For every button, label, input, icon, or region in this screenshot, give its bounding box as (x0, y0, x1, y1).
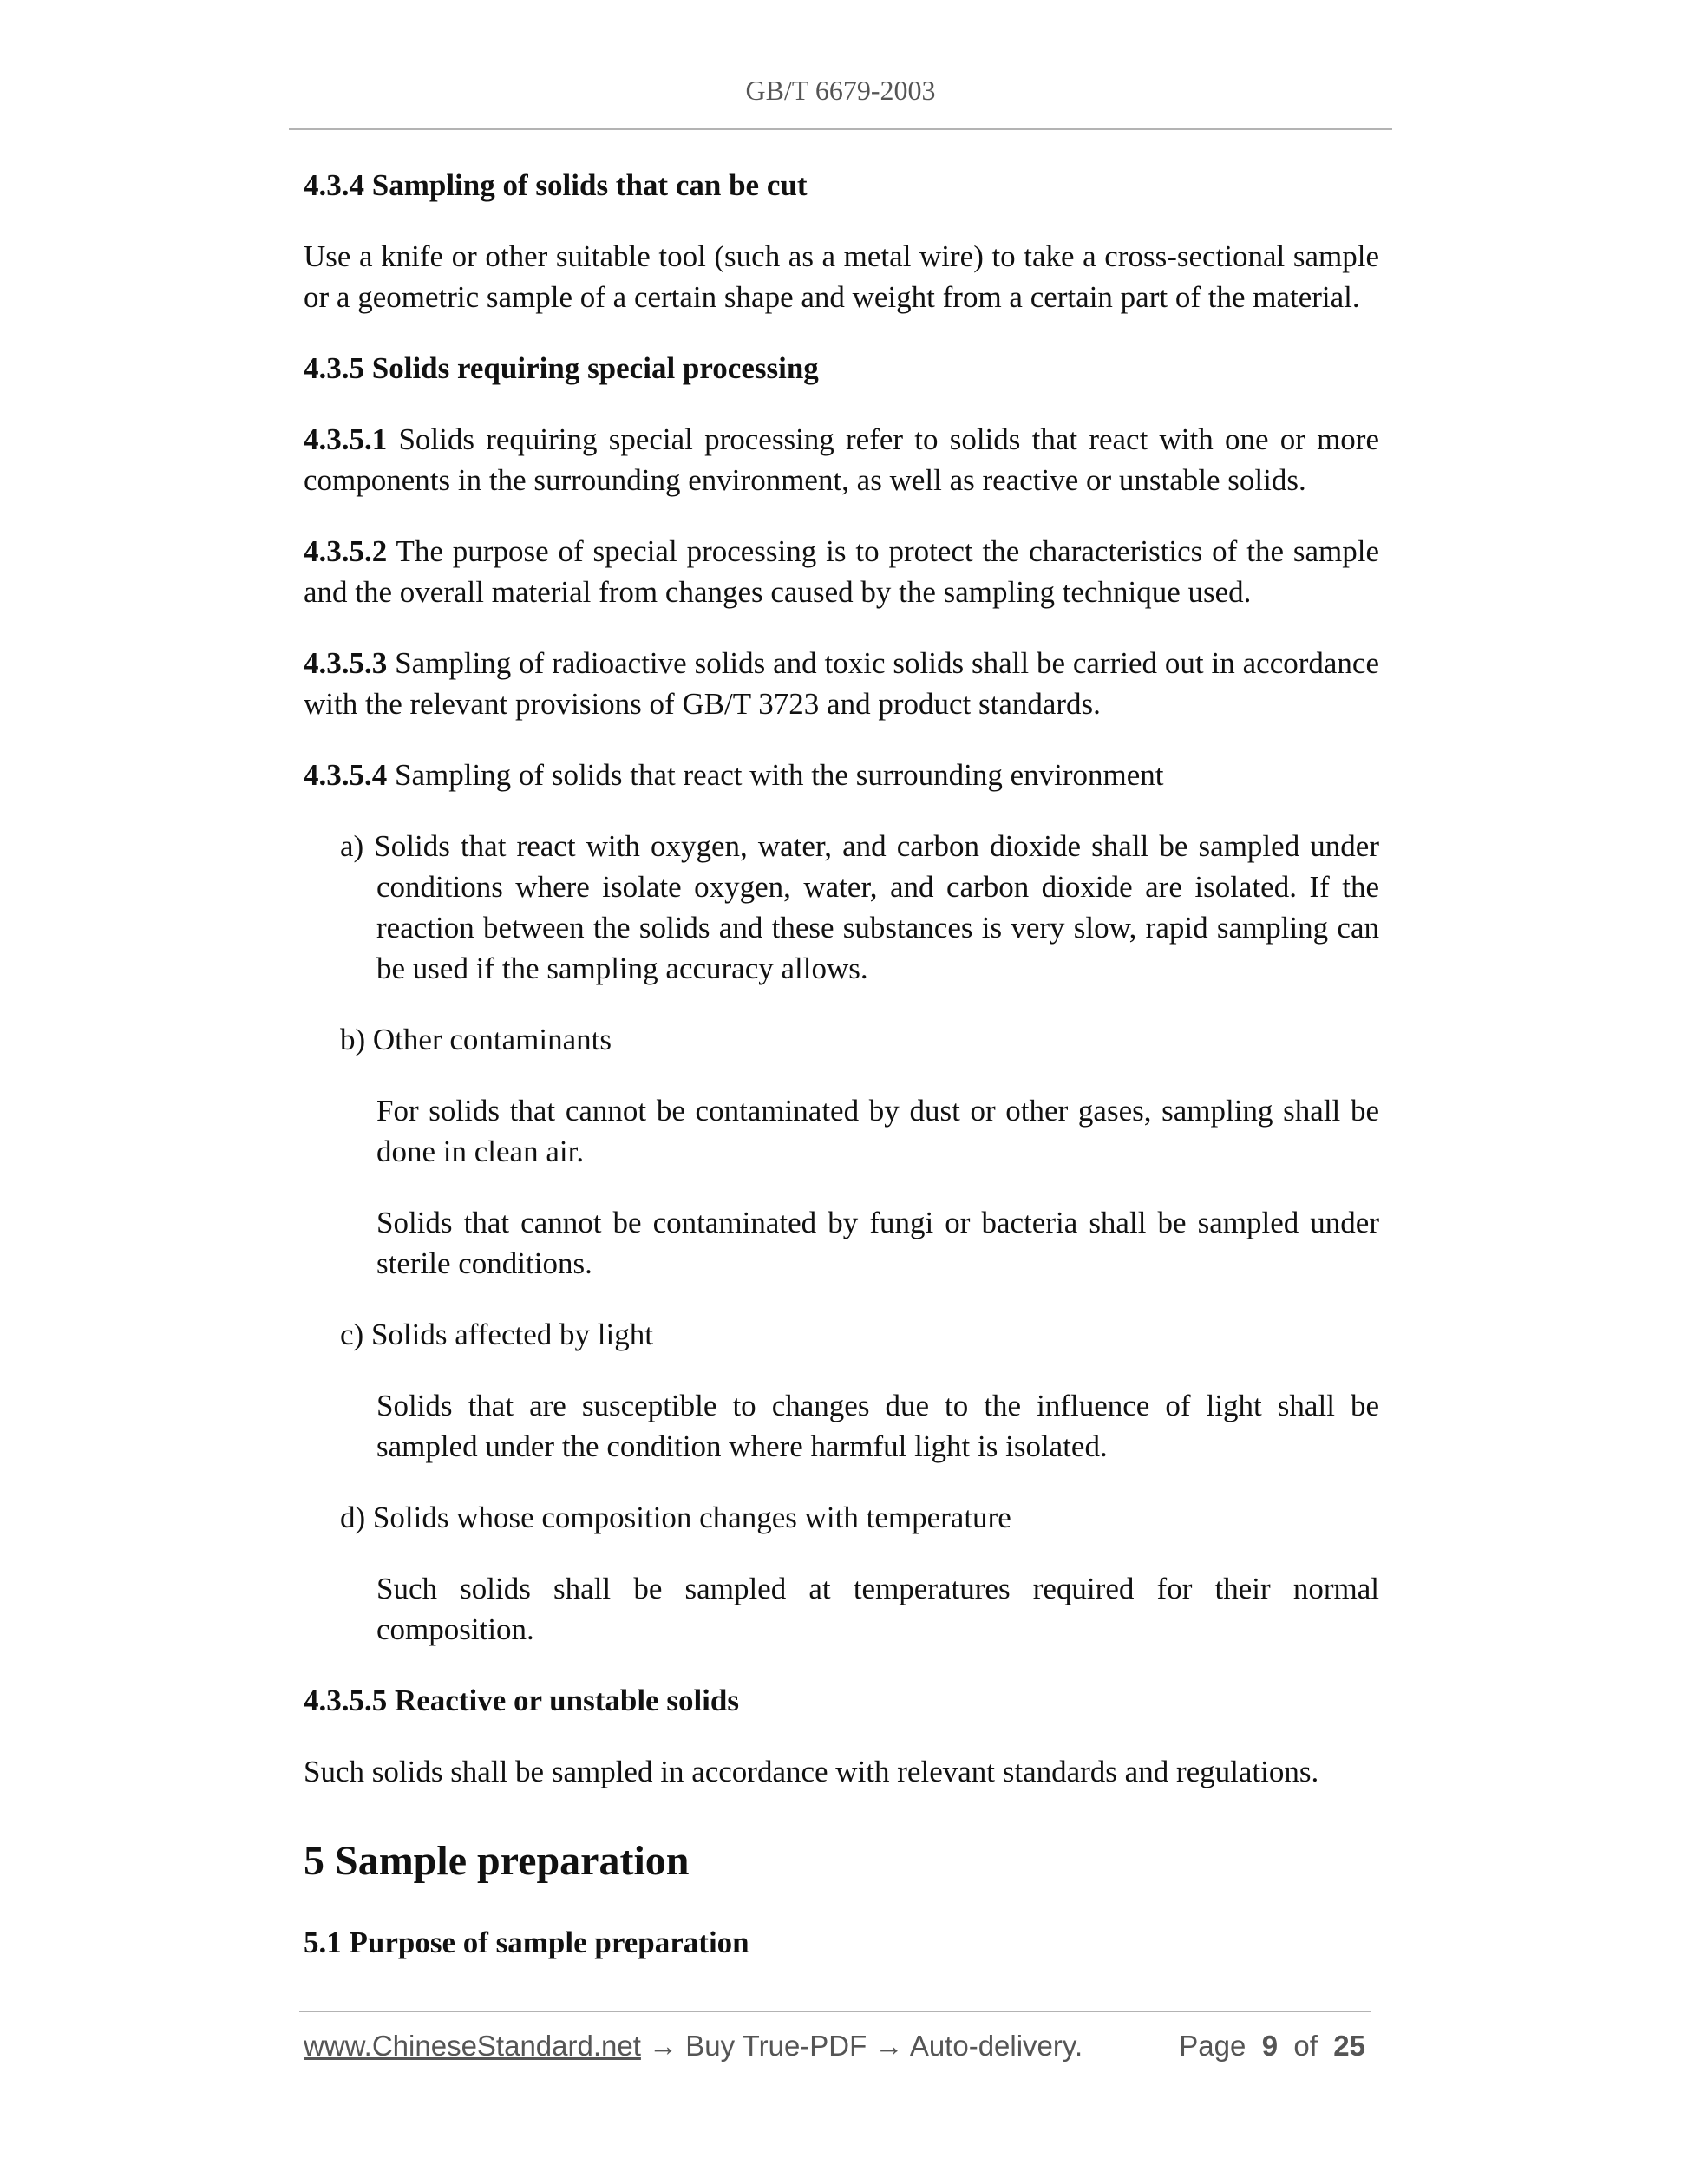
clause-text: The purpose of special processing is to protect the characteristics of the sample and the overall material from changes caused by the sampling technique used. (304, 534, 1379, 609)
list-item-b: b) Other contaminants (340, 1023, 612, 1056)
running-header: GB/T 6679-2003 (745, 75, 936, 106)
list-item-b-paragraph-2: Solids that cannot be contaminated by fungi or bacteria shall be sampled under sterile conditions. (376, 1206, 1379, 1280)
heading-5-1: 5.1 Purpose of sample preparation (304, 1926, 749, 1959)
list-item-c-paragraph-1: Solids that are susceptible to changes due to the influence of light shall be sampled under the condition where harmful light is isolated. (376, 1389, 1379, 1463)
clause-4-3-5-4 (304, 755, 1379, 795)
clause-number: 4.3.5.2 (304, 534, 388, 568)
clause-number: 4.3.5.3 (304, 646, 388, 680)
page-content (304, 165, 1379, 1993)
heading-4-3-5-5: 4.3.5.5 Reactive or unstable solids (304, 1684, 739, 1717)
clause-4-3-5-1 (304, 419, 1379, 500)
list-item-b-paragraph-1: For solids that cannot be contaminated by dust or other gases, sampling shall be done in clean air. (376, 1094, 1379, 1168)
clause-number: 4.3.5.1 (304, 422, 388, 456)
of-label: of (1293, 2030, 1318, 2062)
page-label: Page (1179, 2030, 1246, 2062)
heading-4-3-5: 4.3.5 Solids requiring special processing (304, 351, 819, 385)
clause-text: Sampling of radioactive solids and toxic solids shall be carried out in accordance with the relevant provisions of GB/T 3723 and product standards. (304, 646, 1379, 721)
clause-text: Solids requiring special processing refer to solids that react with one or more components in the surrounding environment, as well as reactive or unstable solids. (304, 422, 1379, 497)
footer-promo-text: → Buy True-PDF → Auto-delivery. (640, 2030, 1083, 2062)
website-link[interactable]: www.ChineseStandard.net (304, 2030, 641, 2062)
footer-divider (299, 2011, 1371, 2012)
clause-number: 4.3.5.4 (304, 758, 388, 792)
list-item-c: c) Solids affected by light (340, 1318, 653, 1351)
paragraph-4-3-5-5: Such solids shall be sampled in accordance with relevant standards and regulations. (304, 1755, 1319, 1788)
list-item-a: a) Solids that react with oxygen, water, and carbon dioxide shall be sampled under conditions where isolate oxygen, water, and carbon dioxide are isolated. If the reaction between the solids and these substances is very slow, rapid sampling can be used if the sampling accuracy allows. (340, 829, 1379, 985)
page-number: 9 (1261, 2030, 1279, 2062)
page-indicator (1179, 2030, 1365, 2063)
footer-promo (304, 2030, 1083, 2063)
page-total: 25 (1333, 2030, 1365, 2062)
clause-4-3-5-3 (304, 643, 1379, 724)
header-divider (289, 128, 1392, 130)
list-item-d-paragraph-1: Such solids shall be sampled at temperatures required for their normal composition. (376, 1572, 1379, 1646)
clause-text: Sampling of solids that react with the surrounding environment (387, 758, 1164, 792)
paragraph-4-3-4: Use a knife or other suitable tool (such as a metal wire) to take a cross-sectional sample or a geometric sample of a certain shape and weight from a certain part of the material. (304, 239, 1379, 314)
heading-5: 5 Sample preparation (304, 1838, 690, 1884)
clause-4-3-5-2 (304, 531, 1379, 612)
heading-4-3-4: 4.3.4 Sampling of solids that can be cut (304, 168, 808, 202)
list-item-d: d) Solids whose composition changes with temperature (340, 1501, 1011, 1534)
